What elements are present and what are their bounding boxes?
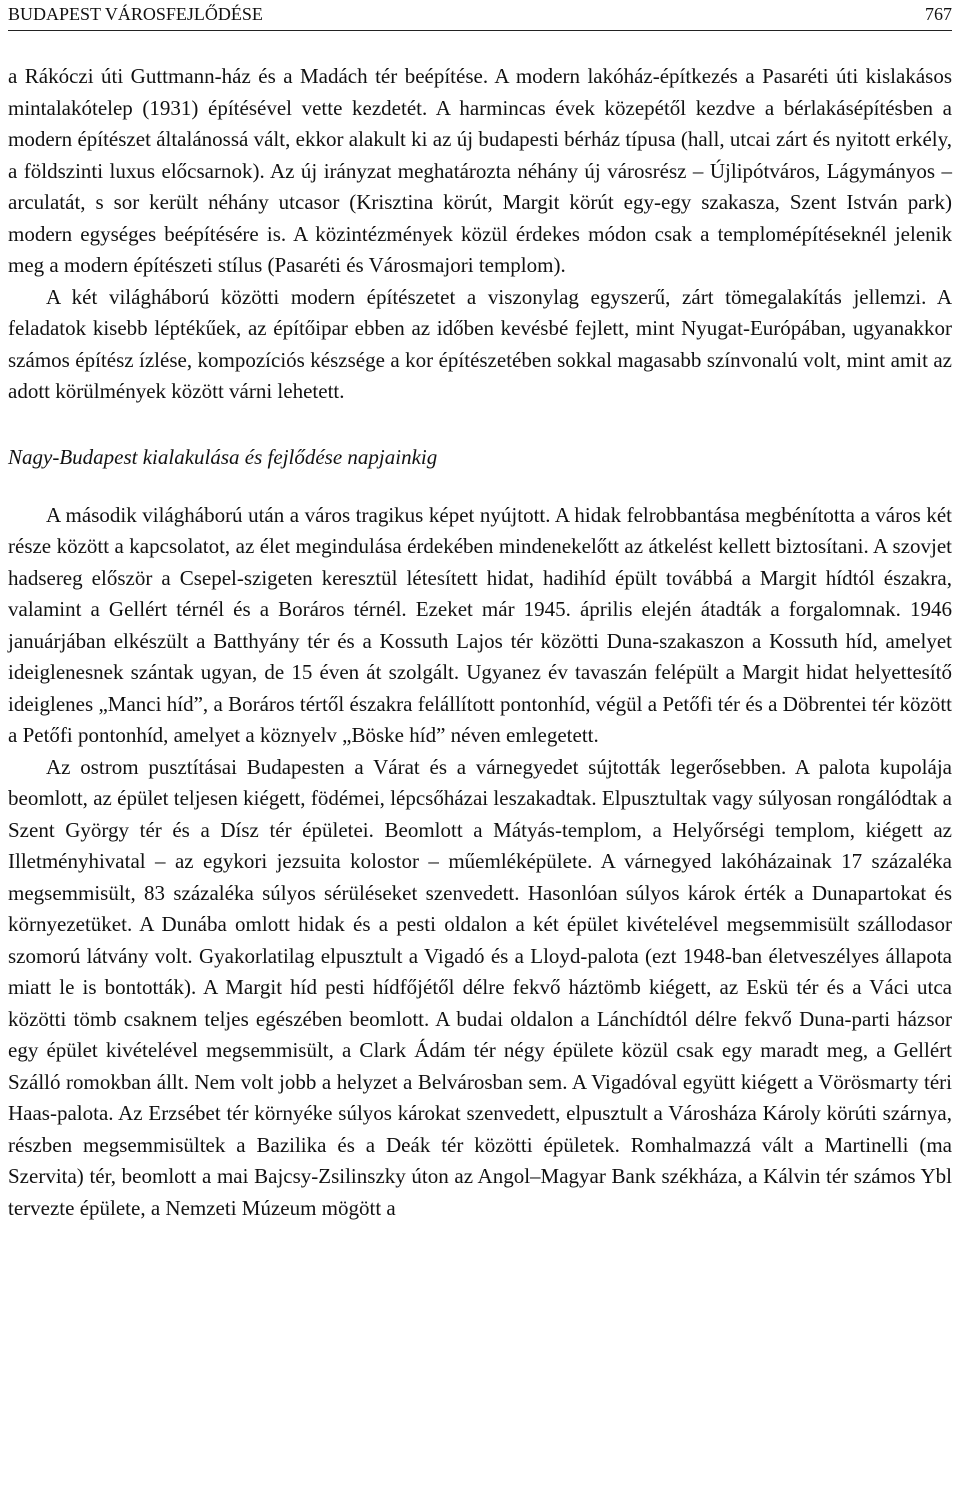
section-modern-architecture — [8, 61, 952, 408]
paragraph: A két világháború közötti modern építészetet a viszonylag egyszerű, zárt tömegalakítás jellemzi. A feladatok kisebb léptékűek, az építőipar ebben az időben kevésbé fejlett, mint Nyugat-Európában, ugyanakkor számos építész ízlése, kompozíciós készsége a kor építészetében sokkal magasabb színvonalú volt, mint amit az adott körülmények között várni lehetett. — [8, 284, 952, 403]
paragraph: a Rákóczi úti Guttmann-ház és a Madách tér beépítése. A modern lakóház-építkezés a Pasaréti úti kislakásos mintalakótelep (1931) építésével vette kezdetét. A harmincas évek közepétől kezdve a bérlakásépítésben a modern építészet általánossá vált, ekkor alakult ki az új budapesti bérház típusa (hall, utcai zárt és nyitott erkély, a földszinti luxus előcsarnok). Az új irányzat meghatározta néhány új városrész – Újlipótváros, Lágymányos – arculatát, s sor került néhány utcasor (Krisztina körút, Margit körút egy-egy szakasza, Szent István park) modern egységes beépítésére is. A közintézmények közül érdekes módon csak a templomépítéseknél jelenik meg a modern építészeti stílus (Pasaréti és Városmajori templom). — [8, 64, 952, 277]
running-header — [8, 0, 952, 31]
running-title: BUDAPEST VÁROSFEJLŐDÉSE — [8, 4, 263, 24]
page-number: 767 — [925, 4, 952, 24]
paragraph: Az ostrom pusztításai Budapesten a Várat és a várnegyedet sújtották legerősebben. A palota kupolája beomlott, az épület teljesen kiégett, födémei, lépcsőházai leszakadtak. Elpusztultak vagy súlyosan rongálódtak a Szent György tér és a Dísz tér épületei. Beomlott a Mátyás-templom, a Helyőrségi templom, kiégett az Illetményhivatal – az egykori jezsuita kolostor – műemléképülete. A várnegyed lakóházainak 17 százaléka megsemmisült, 83 százaléka súlyos sérüléseket szenvedett. Hasonlóan súlyos károk érték a Dunapartokat és környezetüket. A Dunába omlott hidak és a pesti oldalon a két épület kivételével megsemmisült szállodasor szomorú látvány volt. Gyakorlatilag elpusztult a Vigadó és a Lloyd-palota (ezt 1948-ban életveszélyes állapota miatt le is bontották). A Margit híd pesti hídfőjétől délre fekvő háztömb kiégett, az Eskü tér és a Váci utca közötti tömb csaknem teljes egészében beomlott. A budai oldalon a Lánchídtól délre fekvő Duna-parti házsor egy épület kivételével megsemmisült, a Clark Ádám tér négy épülete közül csak egy maradt meg, a Gellért Szálló romokban állt. Nem volt jobb a helyzet a Belvárosban sem. A Vigadóval együtt kiégett a Vörösmarty téri Haas-palota. Az Erzsébet tér környéke súlyos károkat szenvedett, elpusztult a Városháza Károly körúti szárnya, részben megsemmisültek a Bazilika és a Deák tér közötti épületek. Romhalmazzá vált a Martinelli (ma Szervita) tér, beomlott a mai Bajcsy-Zsilinszky úton az Angol–Magyar Bank székháza, a Kálvin tér számos Ybl tervezte épülete, a Nemzeti Múzeum mögött a — [8, 754, 952, 1220]
document-page — [8, 0, 952, 1224]
paragraph: A második világháború után a város tragikus képet nyújtott. A hidak felrobbantása megbénította a város két része között a kapcsolatot, az élet megindulása érdekében mindenekelőtt az átkelést kellett biztosítani. A szovjet hadsereg először a Csepel-szigeten keresztül létesített hidat, hadihíd épült továbbá a Margit hídtól északra, valamint a Gellért térnél és a Boráros térnél. Ezeket már 1945. április elején átadták a forgalomnak. 1946 januárjában elkészült a Batthyány tér és a Kossuth Lajos tér közötti Duna-szakaszon a Kossuth híd, amelyet ideiglenesnek szántak ugyan, de 15 éven át szolgált. Ugyanez év tavaszán felépült a Margit hidat helyettesítő ideiglenes „Manci híd”, a Boráros tértől északra felállított pontonhíd, végül a Petőfi tér és a Döbrentei tér között a Petőfi pontonhíd, amelyet a köznyelv „Böske híd” néven emlegetett. — [8, 502, 952, 747]
section-heading: Nagy-Budapest kialakulása és fejlődése napjainkig — [8, 444, 438, 469]
section-greater-budapest — [8, 500, 952, 1225]
